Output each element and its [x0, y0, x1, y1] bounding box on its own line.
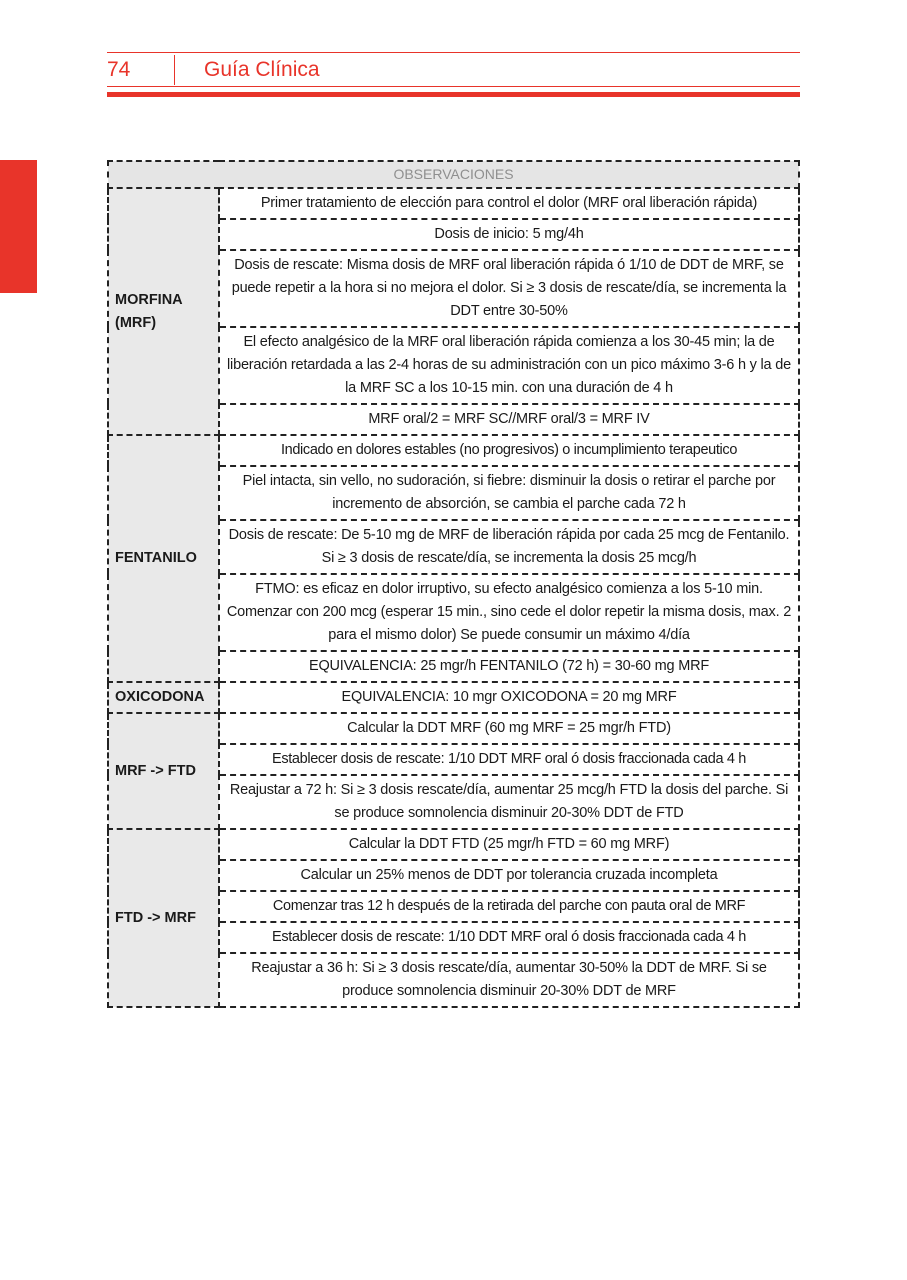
observations-table — [107, 160, 800, 1008]
header-accent-bar — [107, 92, 800, 97]
observation-cell: Piel intacta, sin vello, no sudoración, si fiebre: disminuir la dosis o retirar el parche por incremento de absorción, se cambia el parche cada 72 h — [219, 466, 799, 520]
observation-cell: El efecto analgésico de la MRF oral liberación rápida comienza a los 30-45 min; la de liberación retardada a las 2-4 horas de su administración con un pico máximo 3-6 h y la de la MRF SC a los 10-15 min. con una duración de 4 h — [219, 327, 799, 404]
observation-cell: Calcular la DDT FTD (25 mgr/h FTD = 60 mg MRF) — [219, 829, 799, 860]
observation-cell: Dosis de rescate: Misma dosis de MRF oral liberación rápida ó 1/10 de DDT de MRF, se puede repetir a la hora si no mejora el dolor. Si ≥ 3 dosis de rescate/día, se incrementa la DDT entre 30-50% — [219, 250, 799, 327]
page-number: 74 — [107, 58, 131, 81]
drug-label-mrf-to-ftd: MRF -> FTD — [108, 713, 219, 829]
table-heading: OBSERVACIONES — [108, 161, 799, 188]
observation-cell: Establecer dosis de rescate: 1/10 DDT MRF oral ó dosis fraccionada cada 4 h — [219, 922, 799, 953]
header-top-rule — [107, 52, 800, 53]
observation-cell: MRF oral/2 = MRF SC//MRF oral/3 = MRF IV — [219, 404, 799, 435]
table-row — [108, 188, 799, 219]
section-side-tab — [0, 160, 37, 293]
header-bottom-rule — [107, 86, 800, 87]
observation-cell: Comenzar tras 12 h después de la retirada del parche con pauta oral de MRF — [219, 891, 799, 922]
observation-cell: FTMO: es eficaz en dolor irruptivo, su efecto analgésico comienza a los 5-10 min. Comenzar con 200 mcg (esperar 15 min., sino cede el dolor repetir la misma dosis, max. 2 para el mismo dolor) Se puede consumir un máximo 4/día — [219, 574, 799, 651]
observation-cell: EQUIVALENCIA: 25 mgr/h FENTANILO (72 h) = 30-60 mg MRF — [219, 651, 799, 682]
observation-cell: Establecer dosis de rescate: 1/10 DDT MRF oral ó dosis fraccionada cada 4 h — [219, 744, 799, 775]
observation-cell: Dosis de rescate: De 5-10 mg de MRF de liberación rápida por cada 25 mcg de Fentanilo. Si ≥ 3 dosis de rescate/día, se incrementa la dosis 25 mcg/h — [219, 520, 799, 574]
observation-cell: Calcular la DDT MRF (60 mg MRF = 25 mgr/h FTD) — [219, 713, 799, 744]
table-row — [108, 713, 799, 744]
drug-label-ftd-to-mrf: FTD -> MRF — [108, 829, 219, 1007]
table-row — [108, 682, 799, 713]
drug-label-morfina: MORFINA (MRF) — [108, 188, 219, 435]
observation-cell: EQUIVALENCIA: 10 mgr OXICODONA = 20 mg MRF — [219, 682, 799, 713]
drug-label-fentanilo: FENTANILO — [108, 435, 219, 682]
table-row — [108, 435, 799, 466]
drug-label-oxicodona: OXICODONA — [108, 682, 219, 713]
observation-cell: Reajustar a 36 h: Si ≥ 3 dosis rescate/día, aumentar 30-50% la DDT de MRF. Si se produce somnolencia disminuir 20-30% DDT de MRF — [219, 953, 799, 1007]
page-header — [107, 55, 800, 85]
observation-cell: Reajustar a 72 h: Si ≥ 3 dosis rescate/día, aumentar 25 mcg/h FTD la dosis del parche. Si se produce somnolencia disminuir 20-30% DDT de FTD — [219, 775, 799, 829]
observation-cell: Primer tratamiento de elección para control el dolor (MRF oral liberación rápida) — [219, 188, 799, 219]
observation-cell: Calcular un 25% menos de DDT por tolerancia cruzada incompleta — [219, 860, 799, 891]
header-divider — [174, 55, 175, 85]
table-row — [108, 829, 799, 860]
header-title: Guía Clínica — [204, 58, 320, 81]
observation-cell: Dosis de inicio: 5 mg/4h — [219, 219, 799, 250]
table-header-row — [108, 161, 799, 188]
observation-cell: Indicado en dolores estables (no progresivos) o incumplimiento terapeutico — [219, 435, 799, 466]
